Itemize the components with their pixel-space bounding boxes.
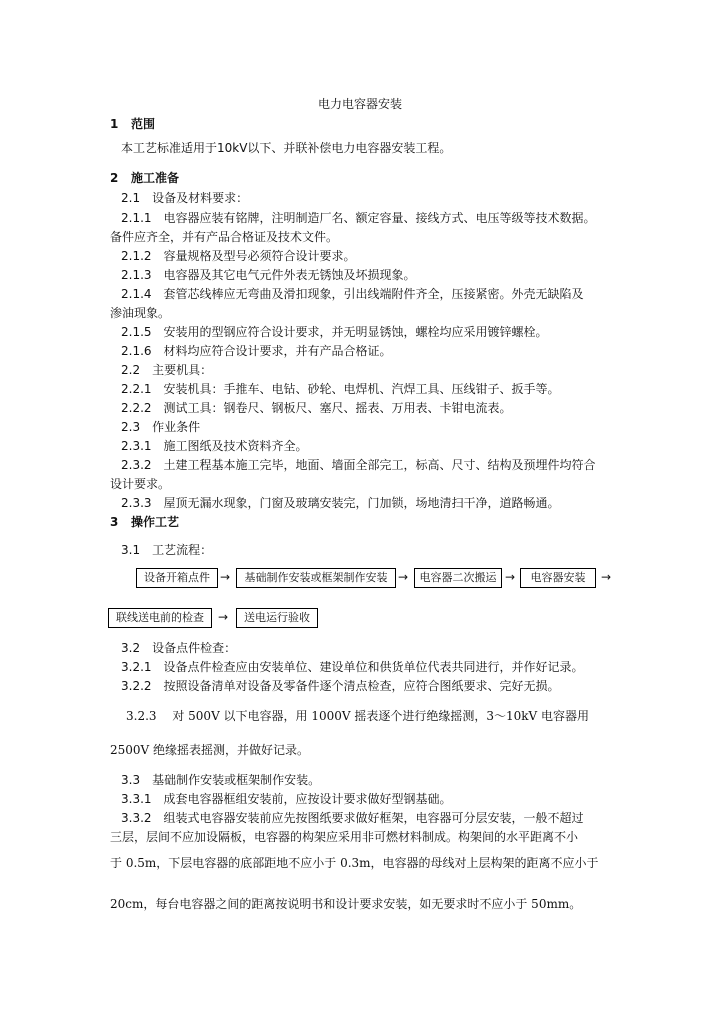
flow-step-1: 设备开箱点件 — [136, 568, 218, 588]
para-2-2-2: 2.2.2 测试工具：钢卷尺、钢板尺、塞尺、摇表、万用表、卡钳电流表。 — [121, 401, 512, 415]
para-3-3-1: 3.3.1 成套电容器框组安装前，应按设计要求做好型钢基础。 — [121, 792, 452, 806]
para-3-1: 3.1 工艺流程： — [121, 543, 213, 557]
para-3-2-3-line2: 2500V 绝缘摇表摇测，并做好记录。 — [110, 743, 310, 757]
flow-arrow-3: → — [505, 570, 516, 584]
para-2-1-1-line2: 备件应齐全，并有产品合格证及技术文件。 — [110, 230, 339, 244]
para-3-2-1: 3.2.1 设备点件检查应由安装单位、建设单位和供货单位代表共同进行，并作好记录。 — [121, 660, 584, 674]
para-2-1: 2.1 设备及材料要求： — [121, 191, 249, 205]
flow-step-6: 送电运行验收 — [236, 608, 318, 628]
para-3-3-2-line3: 于 0.5m，下层电容器的底部距地不应小于 0.3m，电容器的母线对上层构架的距离不应小于 — [110, 856, 599, 870]
para-3-2-2: 3.2.2 按照设备清单对设备及零备件逐个清点检查，应符合图纸要求、完好无损。 — [121, 679, 560, 693]
para-2-1-3: 2.1.3 电容器及其它电气元件外表无锈蚀及坏损现象。 — [121, 268, 416, 282]
para-3-3: 3.3 基础制作安装或框架制作安装。 — [121, 773, 321, 787]
flow-step-5: 联线送电前的检查 — [108, 608, 212, 628]
para-2-3-3: 2.3.3 屋顶无漏水现象，门窗及玻璃安装完，门加锁，场地清扫干净，道路畅通。 — [121, 496, 560, 510]
flow-arrow-1: → — [220, 570, 231, 584]
para-3-3-2-line4: 20cm，每台电容器之间的距离按说明书和设计要求安装，如无要求时不应小于 50mm。 — [110, 897, 582, 911]
flow-arrow-2: → — [398, 570, 409, 584]
section-3-number: 3 — [110, 515, 119, 529]
para-2-1-4-line2: 渗油现象。 — [110, 306, 171, 320]
para-2-1-6: 2.1.6 材料均应符合设计要求，并有产品合格证。 — [121, 344, 392, 358]
flow-step-4: 电容器安装 — [520, 568, 596, 588]
para-2-1-4-line1: 2.1.4 套管芯线棒应无弯曲及滑扣现象，引出线端附件齐全，压接紧密。外壳无缺陷及 — [121, 287, 584, 301]
section-3-title: 操作工艺 — [131, 515, 180, 529]
para-2-3: 2.3 作业条件 — [121, 420, 201, 434]
section-1-title: 范围 — [131, 117, 156, 131]
para-2-1-1-line1: 2.1.1 电容器应装有铭牌，注明制造厂名、额定容量、接线方式、电压等级等技术数据。 — [121, 211, 596, 225]
section-2-title: 施工准备 — [131, 171, 180, 185]
para-2-2-1: 2.2.1 安装机具：手推车、电钻、砂轮、电焊机、汽焊工具、压线钳子、扳手等。 — [121, 382, 560, 396]
para-2-3-2-line2: 设计要求。 — [110, 477, 171, 491]
flow-arrow-4: → — [601, 570, 612, 584]
section-2-number: 2 — [110, 171, 119, 185]
section-1-text: 本工艺标准适用于10kV以下、并联补偿电力电容器安装工程。 — [121, 141, 452, 155]
para-3-3-2-line1: 3.3.2 组装式电容器安装前应先按图纸要求做好框架，电容器可分层安装，一般不超过 — [121, 811, 584, 825]
para-3-3-2-line2: 三层，层间不应加设隔板，电容器的构架应采用非可燃材料制成。构架间的水平距离不小 — [110, 830, 579, 844]
flow-arrow-5: → — [218, 610, 229, 624]
para-2-3-1: 2.3.1 施工图纸及技术资料齐全。 — [121, 439, 308, 453]
section-1-number: 1 — [110, 117, 119, 131]
para-3-2: 3.2 设备点件检查： — [121, 641, 237, 655]
para-2-1-2: 2.1.2 容量规格及型号必须符合设计要求。 — [121, 249, 356, 263]
flow-step-3: 电容器二次搬运 — [414, 568, 502, 588]
flow-step-2: 基础制作安装或框架制作安装 — [236, 568, 396, 588]
para-2-3-2-line1: 2.3.2 土建工程基本施工完毕，地面、墙面全部完工，标高、尺寸、结构及预埋件均符合 — [121, 458, 596, 472]
para-2-1-5: 2.1.5 安装用的型钢应符合设计要求，并无明显锈蚀，螺栓均应采用镀锌螺栓。 — [121, 325, 548, 339]
page-title: 电力电容器安装 — [318, 97, 403, 111]
para-2-2: 2.2 主要机具： — [121, 363, 213, 377]
para-3-2-3-line1: 3.2.3 对 500V 以下电容器，用 1000V 摇表逐个进行绝缘摇测，3～10kV 电容器用 — [126, 709, 590, 723]
